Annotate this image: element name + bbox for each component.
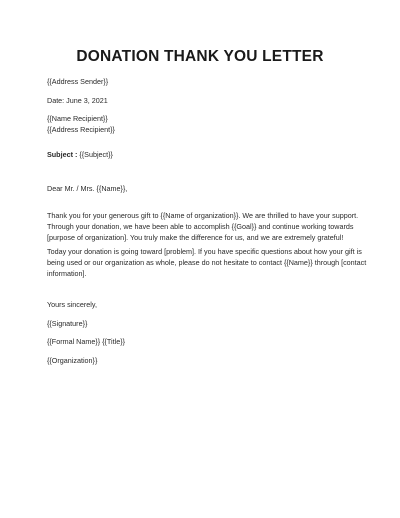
document-title: DONATION THANK YOU LETTER: [76, 48, 324, 65]
signature: {{Signature}}: [47, 319, 88, 328]
formal-name-title: {{Formal Name}} {{Title}}: [47, 337, 126, 346]
subject-line: [47, 150, 363, 161]
paragraph-line: [purpose of organization]. You truly make the difference for us, and we are extremely grateful!: [47, 232, 344, 242]
letter-date: Date: June 3, 2021: [47, 96, 108, 105]
paragraph-line: being used or our organization as whole, please do not hesitate to contact {{Name}} through [contact: [47, 257, 367, 267]
paragraph-line: Today your donation is going toward [problem]. If you have specific questions about how your gift is: [47, 247, 362, 256]
paragraph-gratitude: [47, 211, 363, 243]
paragraph-line: information].: [47, 268, 87, 278]
paragraph-line: Thank you for your generous gift to {{Name of organization}}. We are thrilled to have your support.: [47, 211, 359, 220]
organization: {{Organization}}: [47, 356, 98, 365]
subject-label: Subject :: [47, 150, 78, 159]
recipient-name: {{Name Recipient}}: [47, 114, 108, 123]
recipient-block: [47, 114, 363, 136]
recipient-address: {{Address Recipient}}: [47, 124, 115, 134]
paragraph-line: Through your donation, we have been able to accomplish {{Goal}} and continue working towards: [47, 221, 354, 231]
subject-value: {{Subject}}: [77, 150, 113, 159]
paragraph-usage: [47, 247, 367, 279]
closing: Yours sincerely,: [47, 300, 97, 309]
salutation: Dear Mr. / Mrs. {{Name}},: [47, 184, 128, 193]
sender-address: {{Address Sender}}: [47, 77, 109, 86]
